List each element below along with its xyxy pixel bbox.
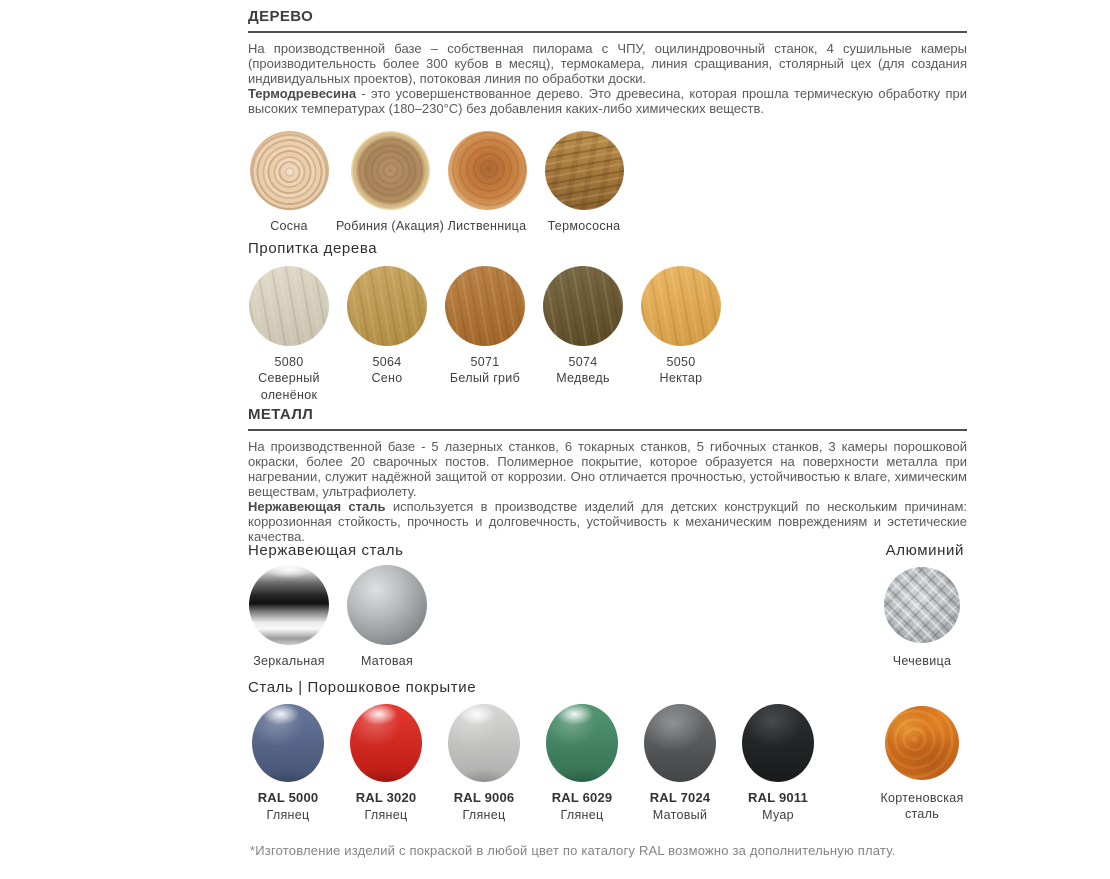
ral-label <box>233 790 343 823</box>
ral-sphere <box>742 704 814 782</box>
wood-species-item-thermopine <box>519 131 649 234</box>
ral-finish: Глянец <box>364 807 408 822</box>
stain-code: 5064 <box>372 355 402 369</box>
wood-section-divider <box>248 31 967 33</box>
mirror-steel-sphere <box>249 565 329 645</box>
ral-sphere <box>448 704 520 782</box>
stain-code: 5050 <box>666 355 696 369</box>
wood-paragraph-2-rest: - это усовершенствованное дерево. Это древесина, которая прошла термическую обработку при высоких температурах (180–230°С) без добавления каких-либо химических веществ. <box>248 86 967 117</box>
stain-swatch-item-5050 <box>621 266 741 387</box>
wood-sample-robinia-photo <box>351 131 430 210</box>
ral-label <box>527 790 637 823</box>
wood-species-label: Термососна <box>547 219 621 233</box>
ral-code: RAL 9006 <box>453 790 515 805</box>
ral-sphere <box>350 704 422 782</box>
corten-item <box>862 704 982 823</box>
stain-name: Северный оленёнок <box>258 371 320 402</box>
wood-sample-larch-photo <box>448 131 527 210</box>
matte-steel-sphere <box>347 565 427 645</box>
stain-code: 5071 <box>470 355 500 369</box>
ral-label <box>331 790 441 823</box>
ral-sphere <box>644 704 716 782</box>
stainless-label: Зеркальная <box>253 654 325 668</box>
ral-finish: Глянец <box>462 807 506 822</box>
metal-paragraph-2-rest: используется в производстве изделий для детских конструкций по нескольким причинам: коррозионная стойкость, прочность и долговечность, устойчивость к механическим повреждениям и эстетические качества. <box>248 499 968 545</box>
ral-finish: Муар <box>762 807 794 822</box>
ral-finish: Глянец <box>560 807 604 822</box>
metal-paragraph-2-lead: Нержавеющая сталь <box>248 499 386 515</box>
stain-name: Сено <box>371 371 403 386</box>
powder-title: Сталь | Порошковое покрытие <box>248 679 477 696</box>
stainless-item-matte <box>322 565 452 669</box>
stain-code: 5080 <box>274 355 304 369</box>
stainless-label: Матовая <box>360 654 414 668</box>
wood-paragraph-2 <box>248 86 967 116</box>
metal-paragraph-2 <box>248 499 967 544</box>
stain-swatch-label <box>621 354 741 387</box>
aluminum-item-lentil <box>857 567 987 669</box>
stain-swatch-color <box>641 266 721 346</box>
ral-item-3020 <box>331 704 441 823</box>
ral-item-5000 <box>233 704 343 823</box>
metal-section-title: МЕТАЛЛ <box>248 406 314 423</box>
stain-swatch-color <box>543 266 623 346</box>
wood-description <box>248 41 967 116</box>
wood-species-label: Сосна <box>270 219 308 233</box>
ral-label <box>723 790 833 823</box>
ral-finish: Матовый <box>652 807 708 822</box>
wood-species-label: Лиственница <box>447 219 527 233</box>
wood-section-title: ДЕРЕВО <box>248 8 314 25</box>
stain-swatch-color <box>445 266 525 346</box>
ral-item-6029 <box>527 704 637 823</box>
ral-sphere <box>252 704 324 782</box>
stainless-title: Нержавеющая сталь <box>248 542 404 559</box>
metal-section-divider <box>248 429 967 431</box>
stain-swatch-color <box>347 266 427 346</box>
ral-label <box>625 790 735 823</box>
ral-footnote: *Изготовление изделий с покраской в любой цвет по каталогу RAL возможно за дополнительную плату. <box>250 843 896 858</box>
corten-steel-sample <box>885 706 959 780</box>
corten-name: Кортеновская сталь <box>880 791 964 822</box>
stain-name: Нектар <box>659 371 703 386</box>
wood-species-label: Робиния (Акация) <box>335 219 445 233</box>
corten-label <box>862 790 982 823</box>
wood-paragraph-1: На производственной базе – собственная пилорама с ЧПУ, оцилиндровочный станок, 4 сушильные камеры (производительность более 300 кубов в месяц), термокамера, линия сращивания, столярный цех (для создания индивидуальных проектов), потоковая линия по обработки доски. <box>248 41 967 87</box>
wood-paragraph-2-lead: Термодревесина <box>248 86 357 102</box>
ral-sphere <box>546 704 618 782</box>
wood-sample-pine-photo <box>250 131 329 210</box>
ral-code: RAL 9011 <box>748 790 808 805</box>
ral-code: RAL 6029 <box>551 790 613 805</box>
aluminum-diamond-plate-sample <box>884 567 960 643</box>
stain-code: 5074 <box>568 355 598 369</box>
ral-item-9011 <box>723 704 833 823</box>
ral-item-7024 <box>625 704 735 823</box>
ral-label <box>429 790 539 823</box>
stain-name: Медведь <box>556 371 610 386</box>
stain-swatch-color <box>249 266 329 346</box>
aluminum-title: Алюминий <box>885 542 964 559</box>
metal-description <box>248 439 967 545</box>
ral-code: RAL 7024 <box>649 790 711 805</box>
impregnation-title: Пропитка дерева <box>248 240 378 257</box>
wood-sample-thermopine-photo <box>545 131 624 210</box>
stain-name: Белый гриб <box>449 371 521 386</box>
ral-item-9006 <box>429 704 539 823</box>
ral-code: RAL 5000 <box>257 790 319 805</box>
aluminum-label: Чечевица <box>892 654 952 668</box>
ral-code: RAL 3020 <box>355 790 417 805</box>
ral-finish: Глянец <box>266 807 310 822</box>
metal-paragraph-1: На производственной базе - 5 лазерных станков, 6 токарных станков, 5 гибочных станков, 3 камеры порошковой окраски, более 20 сварочных постов. Полимерное покрытие, которое образуется на поверхности металла при нагревании, служит надёжной защитой от коррозии. Оно отличается прочностью, устойчивостью к влаге, химическим веществам, ультрафиолету. <box>248 439 967 500</box>
